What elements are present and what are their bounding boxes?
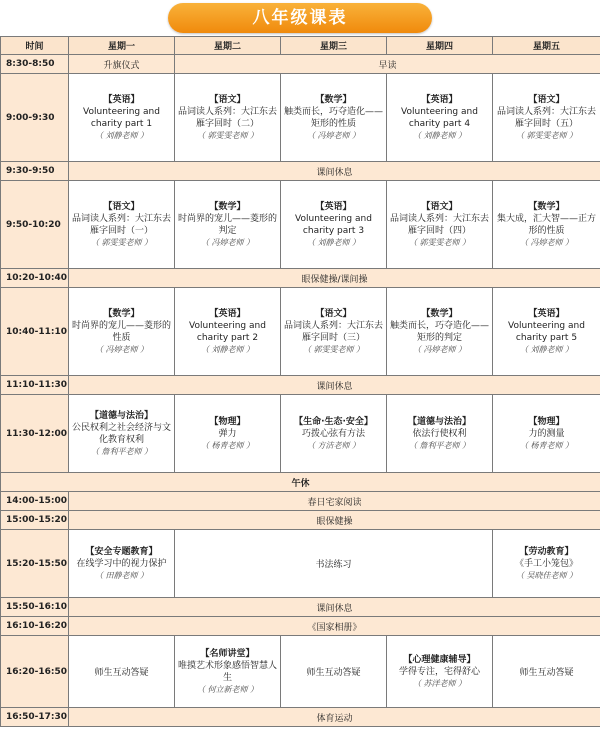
lesson-title: 公民权利之社会经济与文化教育权利	[71, 422, 171, 445]
activity-cell: 春日宅家阅读	[69, 492, 600, 511]
header-day: 星期二	[175, 37, 281, 55]
class-cell	[281, 395, 387, 473]
lesson-title: 品词读人系列：大江东去 雁字回时（四）	[389, 213, 489, 236]
lesson-title: 品词读人系列：大江东去 雁字回时（五）	[496, 106, 596, 129]
subject: 【数学】	[528, 201, 565, 212]
teacher: （ 杨青老师 ）	[200, 440, 255, 450]
subject: 【物理】	[528, 416, 565, 427]
teacher: （ 郭雯雯老师 ）	[196, 130, 259, 140]
subject: 【数学】	[421, 308, 458, 319]
teacher: （ 詹利平老师 ）	[90, 446, 153, 456]
activity-cell: 课间休息	[69, 598, 600, 617]
lesson-title: 弹力	[218, 428, 237, 439]
lesson-title: 在线学习中的视力保护	[76, 558, 167, 569]
class-cell	[175, 74, 281, 162]
header-day: 星期一	[69, 37, 175, 55]
teacher: （ 冯婷老师 ）	[94, 344, 149, 354]
lesson-title: 集大成，汇大智——正方形的性质	[496, 213, 596, 236]
class-cell	[69, 288, 175, 376]
schedule-row	[1, 708, 600, 727]
teacher: （ 刘静老师 ）	[306, 237, 361, 247]
class-cell	[175, 636, 281, 708]
activity-cell: 师生互动答疑	[69, 636, 175, 708]
class-cell	[175, 181, 281, 269]
teacher: （ 郭雯雯老师 ）	[90, 237, 153, 247]
subject: 【英语】	[528, 308, 565, 319]
activity-cell: 师生互动答疑	[493, 636, 600, 708]
subject: 【语文】	[528, 94, 565, 105]
lesson-title: Volunteering and charity part 3	[295, 213, 372, 236]
schedule-row	[1, 74, 600, 162]
time-cell: 8:30-8:50	[1, 55, 69, 74]
subject: 【安全专题教育】	[85, 546, 158, 557]
schedule-row	[1, 395, 600, 473]
lesson-title: Volunteering and charity part 4	[401, 106, 478, 129]
lesson-title: 时尚界的宠儿——菱形的判定	[177, 213, 277, 236]
class-cell	[387, 288, 493, 376]
subject: 【语文】	[421, 201, 458, 212]
subject: 【数学】	[209, 201, 246, 212]
activity-cell: 课间休息	[69, 376, 600, 395]
teacher: （ 郭雯雯老师 ）	[515, 130, 578, 140]
lunch-break: 午休	[1, 473, 600, 492]
teacher: （ 詹利平老师 ）	[408, 440, 471, 450]
subject: 【心理健康辅导】	[403, 654, 476, 665]
class-cell	[387, 74, 493, 162]
teacher: （ 冯婷老师 ）	[412, 344, 467, 354]
lesson-title: 《手工小笼包》	[514, 558, 578, 569]
class-cell	[69, 530, 175, 598]
schedule-row	[1, 269, 600, 288]
teacher: （ 苏洋老师 ）	[412, 678, 467, 688]
activity-cell: 《国家相册》	[69, 617, 600, 636]
subject: 【英语】	[103, 94, 140, 105]
schedule-row	[1, 473, 600, 492]
subject: 【劳动教育】	[519, 546, 574, 557]
subject: 【名师讲堂】	[200, 648, 255, 659]
activity-cell: 眼保健操/课间操	[69, 269, 600, 288]
subject: 【生命·生态·安全】	[294, 416, 373, 427]
schedule-row	[1, 511, 600, 530]
subject: 【英语】	[209, 308, 246, 319]
time-cell: 15:20-15:50	[1, 530, 69, 598]
lesson-title: 依法行使权利	[412, 428, 467, 439]
time-cell: 11:10-11:30	[1, 376, 69, 395]
class-cell	[387, 395, 493, 473]
subject: 【数学】	[315, 94, 352, 105]
time-cell: 15:00-15:20	[1, 511, 69, 530]
lesson-title: 触类而长，巧夺造化——矩形的判定	[389, 320, 489, 343]
teacher: （ 田静老师 ）	[94, 570, 149, 580]
lesson-title: 学得专注，宅得舒心	[398, 666, 480, 677]
lesson-title: Volunteering and charity part 2	[189, 320, 266, 343]
header-day: 星期四	[387, 37, 493, 55]
teacher: （ 刘静老师 ）	[412, 130, 467, 140]
subject: 【英语】	[421, 94, 458, 105]
subject: 【数学】	[103, 308, 140, 319]
class-cell	[493, 181, 600, 269]
class-cell	[281, 74, 387, 162]
activity-cell: 课间休息	[69, 162, 600, 181]
lesson-title: Volunteering and charity part 5	[508, 320, 585, 343]
timetable	[0, 36, 600, 727]
activity-cell: 师生互动答疑	[281, 636, 387, 708]
class-cell	[493, 74, 600, 162]
subject: 【物理】	[209, 416, 246, 427]
teacher: （ 冯婷老师 ）	[200, 237, 255, 247]
activity-cell: 升旗仪式	[69, 55, 175, 74]
teacher: （ 刘静老师 ）	[200, 344, 255, 354]
lesson-title: 力的测量	[528, 428, 565, 439]
header-day: 星期五	[493, 37, 600, 55]
time-cell: 16:20-16:50	[1, 636, 69, 708]
lesson-title: 触类而长，巧夺造化——矩形的性质	[283, 106, 383, 129]
class-cell	[175, 288, 281, 376]
schedule-row	[1, 288, 600, 376]
class-cell	[493, 395, 600, 473]
time-cell: 9:50-10:20	[1, 181, 69, 269]
lesson-title: 时尚界的宠儿——菱形的性质	[71, 320, 171, 343]
time-cell: 9:00-9:30	[1, 74, 69, 162]
lesson-title: 品词读人系列：大江东去 雁字回时（一）	[71, 213, 171, 236]
schedule-row	[1, 162, 600, 181]
header-day: 星期三	[281, 37, 387, 55]
teacher: （ 杨青老师 ）	[519, 440, 574, 450]
subject: 【语文】	[315, 308, 352, 319]
time-cell: 16:10-16:20	[1, 617, 69, 636]
time-cell: 16:50-17:30	[1, 708, 69, 727]
time-cell: 11:30-12:00	[1, 395, 69, 473]
class-cell	[493, 530, 600, 598]
teacher: （ 郭雯雯老师 ）	[302, 344, 365, 354]
teacher: （ 郭雯雯老师 ）	[408, 237, 471, 247]
subject: 【道德与法治】	[407, 416, 471, 427]
schedule-row	[1, 55, 600, 74]
class-cell	[175, 395, 281, 473]
teacher: （ 何立新老师 ）	[196, 684, 259, 694]
schedule-row	[1, 636, 600, 708]
time-cell: 14:00-15:00	[1, 492, 69, 511]
time-cell: 15:50-16:10	[1, 598, 69, 617]
class-cell	[69, 74, 175, 162]
class-cell	[493, 288, 600, 376]
page-title: 八年级课表	[168, 3, 432, 33]
teacher: （ 冯婷老师 ）	[519, 237, 574, 247]
teacher: （ 吴晓佳老师 ）	[515, 570, 578, 580]
teacher: （ 方洁老师 ）	[306, 440, 361, 450]
activity-cell: 早读	[175, 55, 600, 74]
header-time: 时间	[1, 37, 69, 55]
schedule-row	[1, 530, 600, 598]
lesson-title: 唯摸艺术形象感悟智慧人生	[177, 660, 277, 683]
time-cell: 9:30-9:50	[1, 162, 69, 181]
teacher: （ 冯婷老师 ）	[306, 130, 361, 140]
class-cell	[281, 181, 387, 269]
time-cell: 10:20-10:40	[1, 269, 69, 288]
lesson-title: 品词读人系列：大江东去 雁字回时（二）	[177, 106, 277, 129]
subject: 【英语】	[315, 201, 352, 212]
teacher: （ 刘静老师 ）	[94, 130, 149, 140]
lesson-title: 品词读人系列：大江东去 雁字回时（三）	[283, 320, 383, 343]
class-cell	[387, 181, 493, 269]
header-row	[1, 37, 600, 55]
subject: 【语文】	[103, 201, 140, 212]
class-cell	[69, 395, 175, 473]
schedule-row	[1, 492, 600, 511]
activity-cell: 书法练习	[175, 530, 493, 598]
schedule-row	[1, 181, 600, 269]
schedule-row	[1, 617, 600, 636]
class-cell	[387, 636, 493, 708]
class-cell	[281, 288, 387, 376]
subject: 【道德与法治】	[89, 410, 153, 421]
activity-cell: 体育运动	[69, 708, 600, 727]
schedule-row	[1, 376, 600, 395]
teacher: （ 刘静老师 ）	[519, 344, 574, 354]
lesson-title: Volunteering and charity part 1	[83, 106, 160, 129]
time-cell: 10:40-11:10	[1, 288, 69, 376]
schedule-row	[1, 598, 600, 617]
title-banner	[0, 0, 600, 36]
activity-cell: 眼保健操	[69, 511, 600, 530]
class-cell	[69, 181, 175, 269]
subject: 【语文】	[209, 94, 246, 105]
lesson-title: 巧拨心弦有方法	[301, 428, 365, 439]
